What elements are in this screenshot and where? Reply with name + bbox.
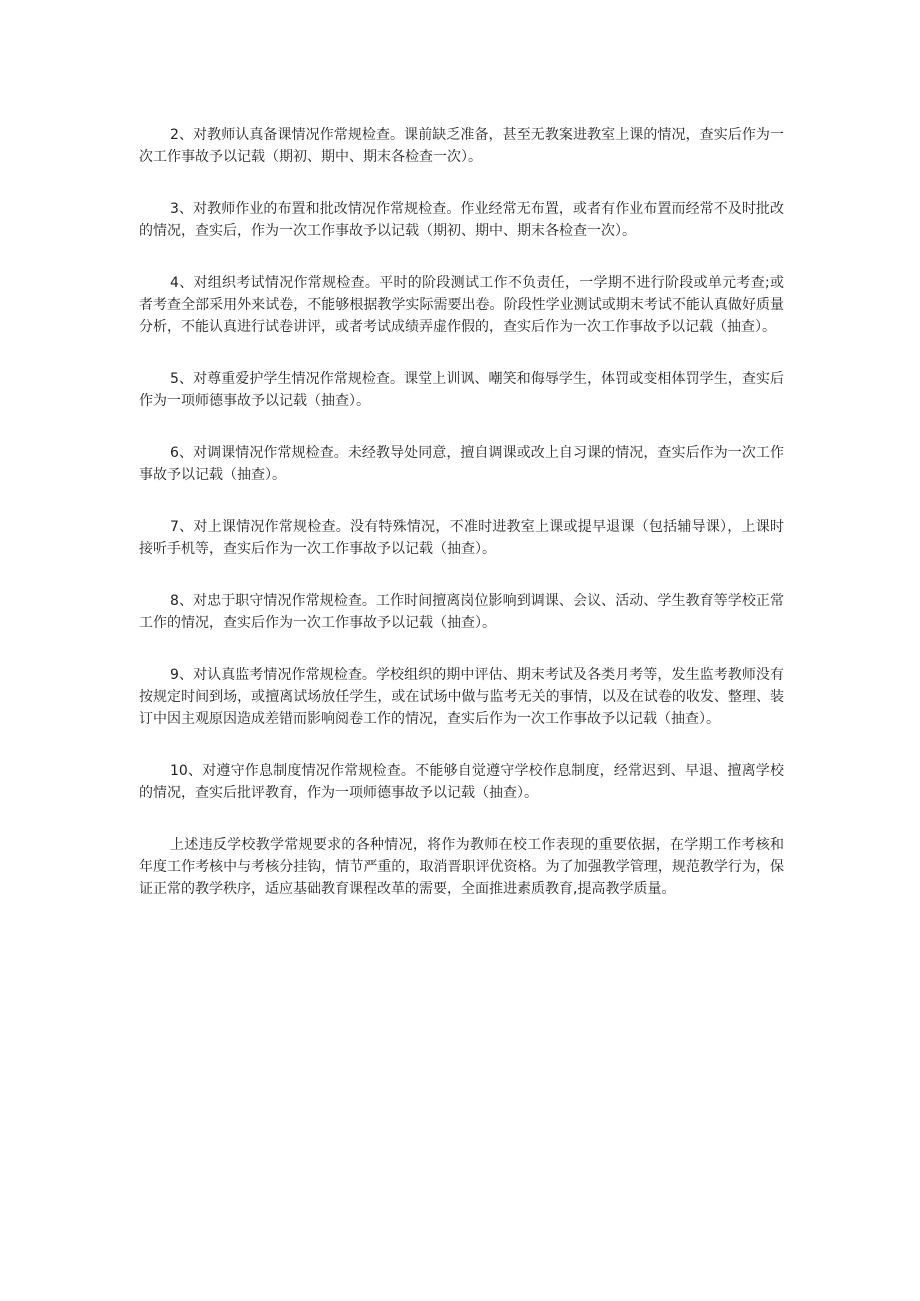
paragraph-item-9: 9、对认真监考情况作常规检查。学校组织的期中评估、期末考试及各类月考等，发生监考教师没有按规定时间到场，或擅离试场放任学生，或在试场中做与监考无关的事情，以及在试卷的收发、整理、装订中因主观原因造成差错而影响阅卷工作的情况，查实后作为一次工作事故予以记载（抽查）。: [139, 667, 784, 727]
paragraph-item-10: 10、对遵守作息制度情况作常规检查。不能够自觉遵守学校作息制度，经常迟到、早退、擅离学校的情况，查实后批评教育，作为一项师德事故予以记载（抽查）。: [139, 763, 784, 801]
closing-paragraph: 上述违反学校教学常规要求的各种情况，将作为教师在校工作表现的重要依据，在学期工作考核和年度工作考核中与考核分挂钩，情节严重的，取消晋职评优资格。为了加强教学管理，规范教学行为，保证正常的教学秩序，适应基础教育课程改革的需要，全面推进素质教育,提高教学质量。: [139, 837, 784, 897]
paragraph-item-8: 8、对忠于职守情况作常规检查。工作时间擅离岗位影响到调课、会议、活动、学生教育等学校正常工作的情况，查实后作为一次工作事故予以记载（抽查）。: [139, 593, 784, 631]
paragraph-item-3: 3、对教师作业的布置和批改情况作常规检查。作业经常无布置，或者有作业布置而经常不及时批改的情况，查实后，作为一次工作事故予以记载（期初、期中、期末各检查一次）。: [139, 201, 784, 239]
paragraph-item-4: 4、对组织考试情况作常规检查。平时的阶段测试工作不负责任，一学期不进行阶段或单元考查;或者考查全部采用外来试卷，不能够根据教学实际需要出卷。阶段性学业测试或期末考试不能认真做好质量分析，不能认真进行试卷讲评，或者考试成绩弄虚作假的，查实后作为一次工作事故予以记载（抽查）。: [139, 275, 784, 335]
paragraph-item-2: 2、对教师认真备课情况作常规检查。课前缺乏准备，甚至无教案进教室上课的情况，查实后作为一次工作事故予以记载（期初、期中、期末各检查一次）。: [139, 127, 784, 165]
document-body: [139, 124, 784, 900]
paragraph-item-7: 7、对上课情况作常规检查。没有特殊情况，不准时进教室上课或提早退课（包括辅导课），上课时接听手机等，查实后作为一次工作事故予以记载（抽查）。: [139, 519, 784, 557]
paragraph-item-6: 6、对调课情况作常规检查。未经教导处同意，擅自调课或改上自习课的情况，查实后作为一次工作事故予以记载（抽查）。: [139, 445, 784, 483]
paragraph-item-5: 5、对尊重爱护学生情况作常规检查。课堂上训讽、嘲笑和侮辱学生，体罚或变相体罚学生，查实后作为一项师德事故予以记载（抽查）。: [139, 371, 784, 409]
